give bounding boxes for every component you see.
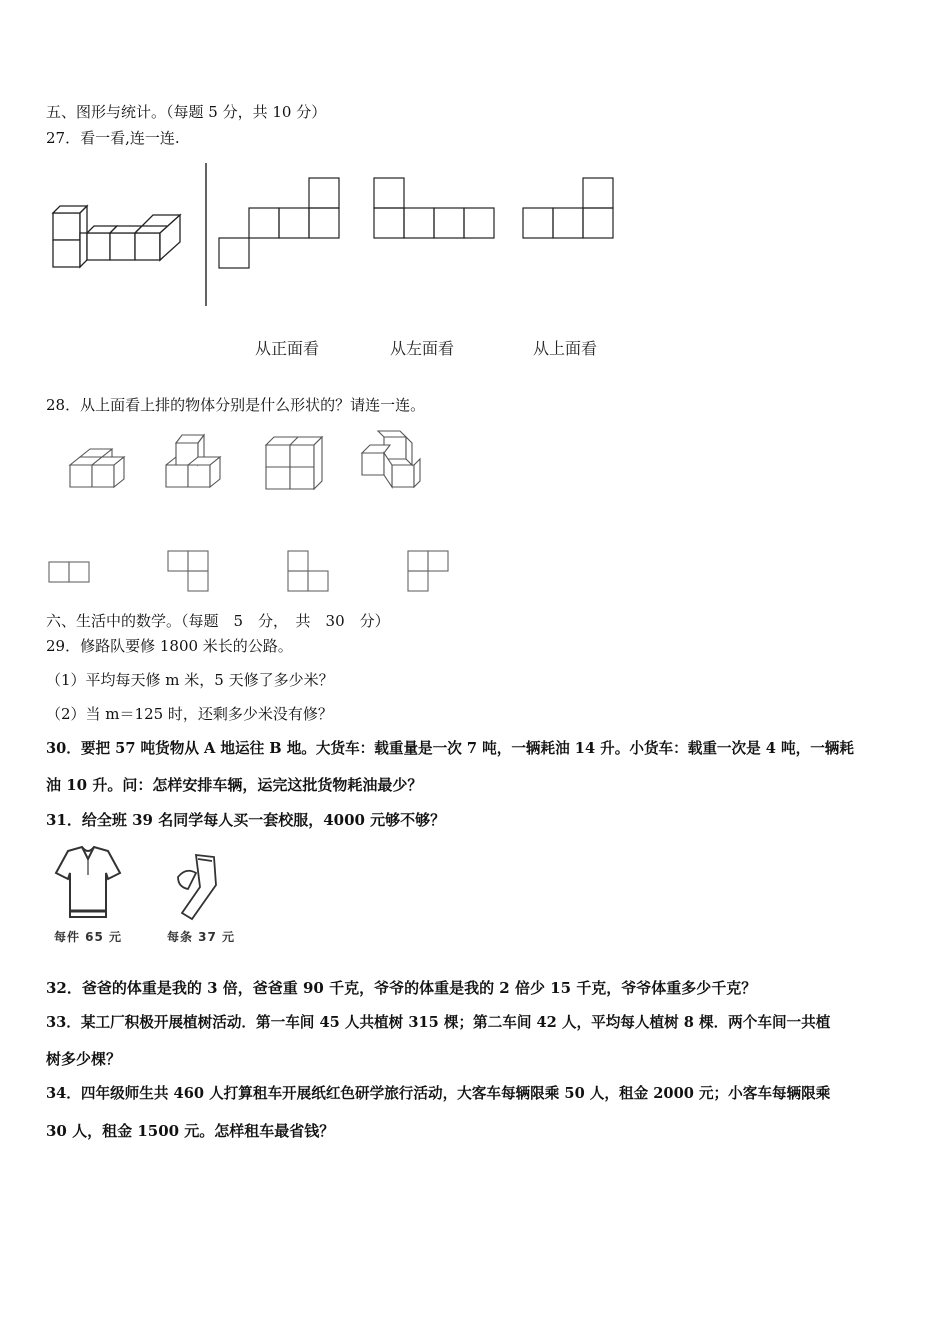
question-29-text: 29．修路队要修 1800 米长的公路。 [46,637,293,655]
pants-icon [178,855,216,919]
question-30-line-2: 油 10 升。问：怎样安排车辆，运完这批货物耗油最少？ [46,776,423,794]
q28-solid-1 [70,449,124,487]
q28-solids [60,425,440,495]
q28-top-view-2 [168,551,208,591]
q28-solid-4 [362,431,420,487]
question-29-part-1: （1）平均每天修 m 米，5 天修了多少米？ [46,671,334,689]
section-six-heading: 六、生活中的数学。（每题 5 分， 共 30 分） [46,612,390,630]
pants-price: 每条 37 元 [167,930,236,944]
q31-uniform-figures [46,845,246,925]
q28-top-view-3 [288,551,328,591]
q28-top-view-1 [49,562,89,582]
question-28-text: 28．从上面看上排的物体分别是什么形状的？请连一连。 [46,396,426,414]
q28-solid-2 [166,435,220,487]
question-31-text: 31．给全班 39 名同学每人买一套校服，4000 元够不够？ [46,811,446,829]
shirt-icon [56,847,120,917]
label-front-view: 从正面看 [255,339,320,358]
section-five-heading: 五、图形与统计。（每题 5 分，共 10 分） [46,103,327,121]
label-left-view: 从左面看 [390,339,455,358]
question-33-line-2: 树多少棵？ [46,1050,122,1068]
q27-view-c [523,178,613,238]
q27-view-a [219,178,339,268]
q28-solid-3 [266,437,322,489]
question-27-text: 27．看一看,连一连. [46,129,180,147]
question-33-line-1: 33．某工厂积极开展植树活动．第一车间 45 人共植树 315 棵；第二车间 42 人，平均每人植树 8 棵．两个车间一共植 [46,1014,831,1031]
question-32-text: 32．爸爸的体重是我的 3 倍，爸爸重 90 千克，爷爷的体重是我的 2 倍少 15 千克，爷爷体重多少千克？ [46,979,757,997]
label-top-view: 从上面看 [533,339,598,358]
q28-top-view-4 [408,551,448,591]
question-34-line-1: 34．四年级师生共 460 人打算租车开展纸红色研学旅行活动，大客车每辆限乘 50 人，租金 2000 元；小客车每辆限乘 [46,1085,831,1102]
shirt-price: 每件 65 元 [54,930,123,944]
q27-figure [46,160,646,310]
q28-top-views [46,545,466,600]
question-30-line-1: 30．要把 57 吨货物从 A 地运往 B 地。大货车：载重量是一次 7 吨，一辆耗油 14 升。小货车：载重一次是 4 吨，一辆耗 [46,740,854,757]
q27-view-b [374,178,494,238]
question-34-line-2: 30 人，租金 1500 元。怎样租车最省钱？ [46,1122,335,1140]
q27-solid-blocks [53,206,180,267]
question-29-part-2: （2）当 m＝125 时，还剩多少米没有修？ [46,705,333,723]
